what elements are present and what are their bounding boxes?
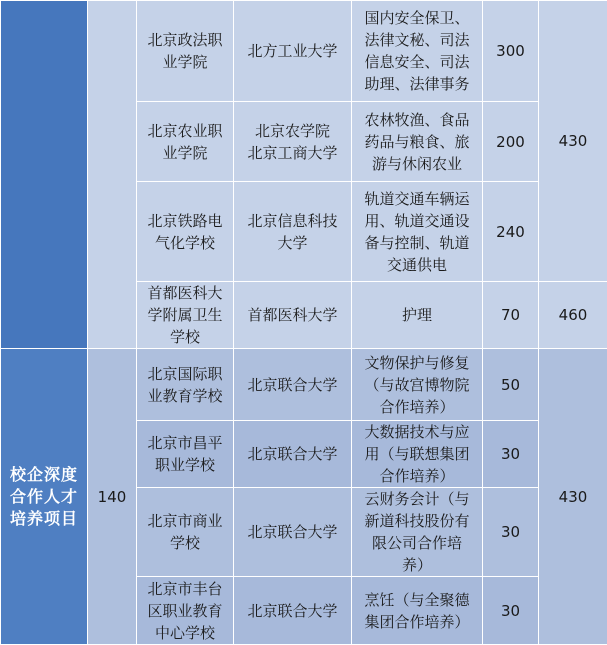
university-cell: 北京农学院 北京工商大学 [234,102,352,182]
major-cell: 烹饪（与全聚德 集团合作培养） [352,577,483,645]
table-row [1,1,607,102]
table-row [1,349,607,421]
major-cell: 文物保护与修复 （与故宫博物院 合作培养） [352,349,483,421]
total-cell: 140 [88,349,137,645]
university-cell: 北方工业大学 [234,1,352,102]
school-cell: 北京铁路电 气化学校 [137,182,234,282]
major-cell: 大数据技术与应 用（与联想集团 合作培养） [352,421,483,488]
plan-cell: 30 [483,577,539,645]
major-cell: 农林牧渔、食品 药品与粮食、旅 游与休闲农业 [352,102,483,182]
school-cell: 北京市商业 学校 [137,488,234,577]
school-cell: 北京市丰台 区职业教育 中心学校 [137,577,234,645]
score-cell: 460 [539,282,607,349]
category-cell-blank [1,1,88,349]
school-cell: 北京市昌平 职业学校 [137,421,234,488]
plan-cell: 50 [483,349,539,421]
university-cell: 北京信息科技 大学 [234,182,352,282]
school-cell: 北京国际职 业教育学校 [137,349,234,421]
university-cell: 北京联合大学 [234,421,352,488]
school-cell: 北京政法职 业学院 [137,1,234,102]
plan-cell: 30 [483,488,539,577]
score-cell: 430 [539,1,607,282]
school-cell: 首都医科大 学附属卫生 学校 [137,282,234,349]
total-cell-blank [88,1,137,349]
plan-cell: 30 [483,421,539,488]
university-cell: 北京联合大学 [234,349,352,421]
score-cell: 430 [539,349,607,645]
university-cell: 首都医科大学 [234,282,352,349]
university-cell: 北京联合大学 [234,488,352,577]
plan-cell: 300 [483,1,539,102]
major-cell: 云财务会计（与 新道科技股份有 限公司合作培 养） [352,488,483,577]
plan-cell: 240 [483,182,539,282]
major-cell: 轨道交通车辆运 用、轨道交通设 备与控制、轨道 交通供电 [352,182,483,282]
major-cell: 国内安全保卫、 法律文秘、司法 信息安全、司法 助理、法律事务 [352,1,483,102]
plan-cell: 70 [483,282,539,349]
major-cell: 护理 [352,282,483,349]
plan-cell: 200 [483,102,539,182]
university-cell: 北京联合大学 [234,577,352,645]
school-cell: 北京农业职 业学院 [137,102,234,182]
category-cell: 校企深度 合作人才 培养项目 [1,349,88,645]
